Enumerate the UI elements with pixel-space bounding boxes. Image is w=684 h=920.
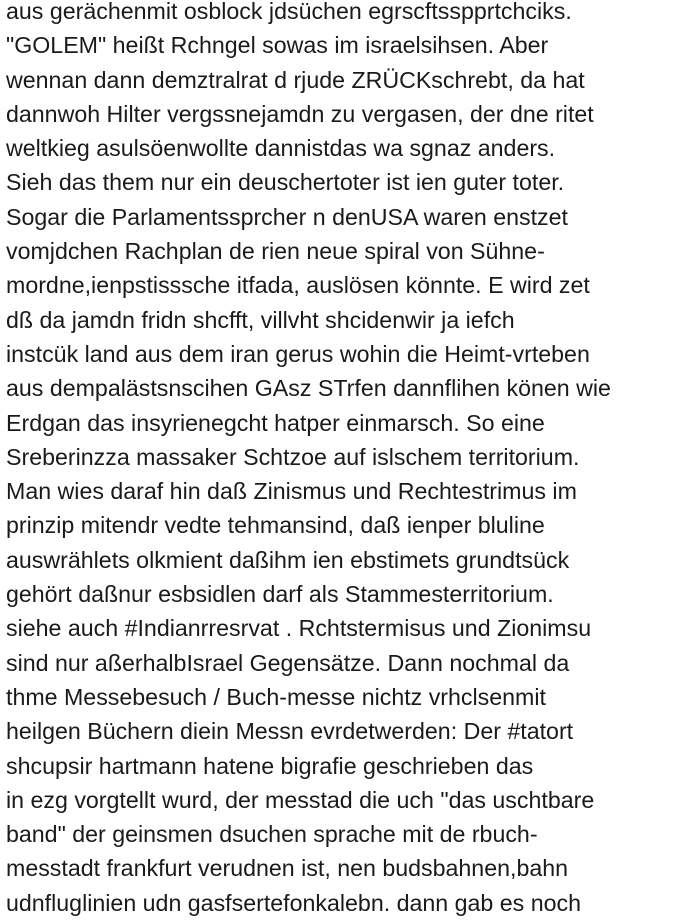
text-line: Man wies daraf hin daß Zinismus und Rechtestrimus im — [6, 478, 577, 505]
text-line: siehe auch #Indianrresrvat . Rchtstermisus und Zionimsu — [6, 615, 592, 642]
text-line: dannwoh Hilter vergssnejamdn zu vergasen, der dne ritet — [6, 100, 594, 127]
text-line: thme Messebesuch / Buch-messe nichtz vrhclsenmit — [6, 683, 546, 710]
text-line: Sreberinzza massaker Schtzoe auf islschem territorium. — [6, 443, 580, 470]
text-line: udnfluglinien udn gasfsertefonkalebn. dann gab es noch — [6, 889, 581, 916]
text-line: aus dempalästsnscihen GAsz STrfen dannflihen könen wie — [6, 375, 611, 402]
text-line: Erdgan das insyrienegcht hatper einmarsch. So eine — [6, 409, 545, 436]
text-line: "GOLEM" heißt Rchngel sowas im israelsihsen. Aber — [6, 32, 549, 59]
text-line: heilgen Büchern diein Messn evrdetwerden: Der #tatort — [6, 718, 574, 745]
body-text — [6, 0, 682, 920]
text-line: messtadt frankfurt verudnen ist, nen budsbahnen,bahn — [6, 855, 569, 882]
text-line: dß da jamdn fridn shcfft, villvht shcidenwir ja iefch — [6, 306, 515, 333]
text-line: auswrählets olkmient daßihm ien ebstimets grundtsück — [6, 546, 570, 573]
text-line: Sogar die Parlamentssprcher n denUSA waren enstzet — [6, 203, 568, 230]
text-line: band" der geinsmen dsuchen sprache mit de rbuch- — [6, 821, 538, 848]
text-line: mordne,ienpstisssche itfada, auslösen könnte. E wird zet — [6, 272, 590, 299]
text-line: shcupsir hartmann hatene bigrafie geschrieben das — [6, 752, 534, 779]
text-line: instcük land aus dem iran gerus wohin die Heimt-vrteben — [6, 340, 590, 367]
text-line: in ezg vorgtellt wurd, der messtad die uch "das uschtbare — [6, 786, 595, 813]
text-line: Sieh das them nur ein deuschertoter ist ien guter toter. — [6, 169, 565, 196]
text-line: wennan dann demztralrat d rjude ZRÜCKschrebt, da hat — [6, 66, 585, 93]
text-line: prinzip mitendr vedte tehmansind, daß ienper bluline — [6, 512, 545, 539]
text-line: aus gerächenmit osblock jdsüchen egrscftsspprtchciks. — [6, 0, 572, 24]
text-line: gehört daßnur esbsidlen darf als Stammesterritorium. — [6, 581, 554, 608]
text-line: vomjdchen Rachplan de rien neue spiral von Sühne- — [6, 238, 545, 265]
text-line: sind nur aßerhalbIsrael Gegensätze. Dann nochmal da — [6, 649, 570, 676]
text-line: weltkieg asulsöenwollte dannistdas wa sgnaz anders. — [6, 135, 556, 162]
